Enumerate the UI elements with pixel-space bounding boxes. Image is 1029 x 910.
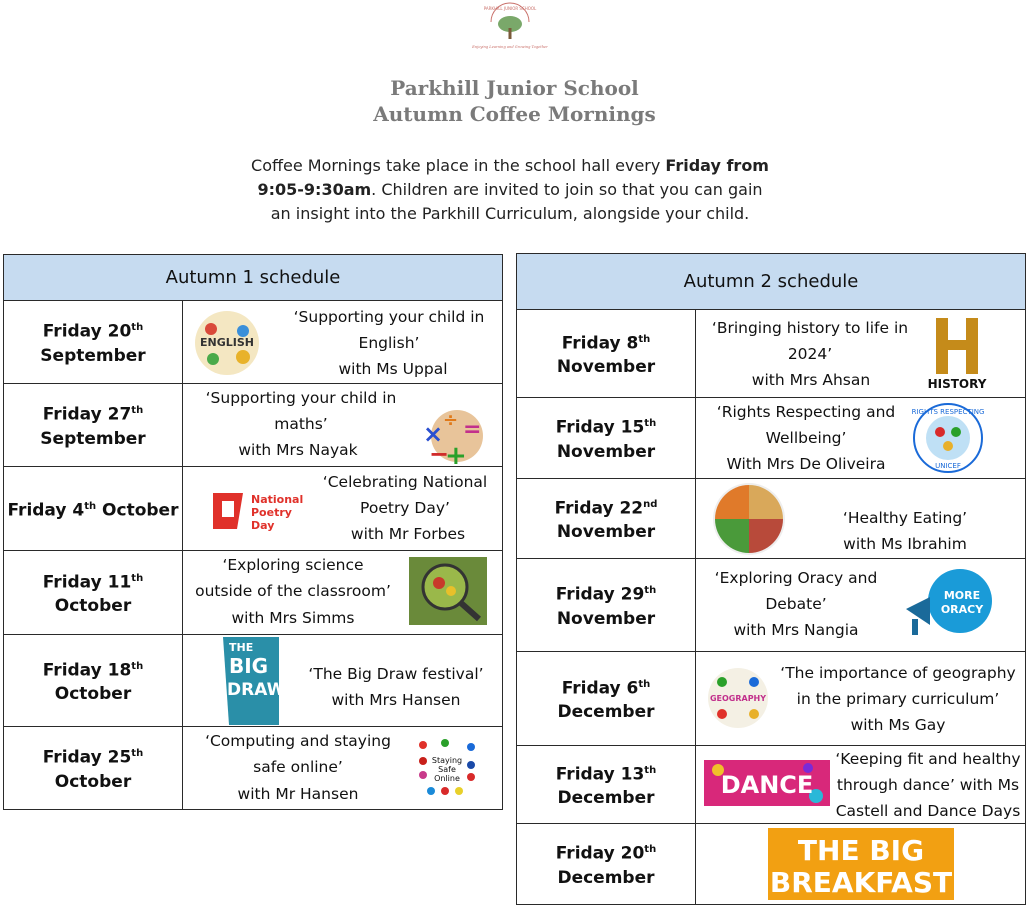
event-host: with Mrs Ahsan	[751, 371, 871, 389]
event-host: with Ms Uppal	[338, 360, 448, 378]
maths-symbols-icon	[413, 406, 493, 471]
event-title: ‘Keeping fit and healthy through dance’ with Ms Castell and Dance Days	[835, 750, 1021, 820]
autumn2-schedule-table	[516, 253, 1026, 905]
table-row	[4, 467, 503, 551]
row-date: Friday 29th November	[517, 559, 696, 652]
page-subtitle: Autumn Coffee Mornings	[373, 102, 656, 126]
svg-text:National: National	[251, 493, 304, 506]
table-row	[4, 301, 503, 384]
event-host: with Mrs Hansen	[331, 691, 461, 709]
event-title: ‘The Big Draw festival’	[308, 665, 484, 683]
row-event	[696, 398, 1026, 479]
row-date: Friday 4th October	[4, 467, 183, 551]
row-event	[696, 310, 1026, 398]
svg-text:BIG: BIG	[229, 654, 269, 678]
event-title: ‘Supporting your child in maths’	[205, 389, 397, 433]
table-row	[4, 727, 503, 810]
event-title: ‘Supporting your child in English’	[293, 308, 485, 352]
svg-text:+: +	[445, 441, 467, 471]
event-host: with Mrs Nangia	[733, 621, 859, 639]
intro-text-1: Coffee Mornings take place in the school hall every	[251, 156, 666, 175]
event-host: with Ms Ibrahim	[843, 535, 967, 553]
row-date: Friday 18th October	[4, 635, 183, 727]
english-icon	[193, 309, 261, 377]
history-logo	[922, 316, 992, 392]
event-host: with Mr Forbes	[350, 525, 466, 543]
row-event	[696, 479, 1026, 559]
row-event	[183, 635, 503, 727]
svg-text:÷: ÷	[443, 410, 459, 431]
table-row	[517, 398, 1026, 479]
row-event	[183, 551, 503, 635]
table-row	[517, 310, 1026, 398]
row-event	[183, 384, 503, 471]
table-row	[517, 824, 1026, 905]
event-title: ‘Rights Respecting and Wellbeing’	[716, 403, 896, 447]
row-event	[696, 559, 1026, 652]
school-name: Parkhill Junior School	[390, 76, 639, 100]
more-oracy-megaphone-icon	[902, 567, 996, 643]
row-date: Friday 22nd November	[517, 479, 696, 559]
table-row	[517, 479, 1026, 559]
row-date: Friday 20th September	[4, 301, 183, 384]
intro-paragraph	[245, 154, 775, 226]
intro-bold-text: Friday from 9:05-9:30am	[257, 156, 769, 199]
event-host: with Ms Gay	[850, 716, 946, 734]
big-draw-logo	[223, 637, 286, 725]
event-host: With Mrs De Oliveira	[726, 455, 886, 473]
svg-text:Day: Day	[251, 519, 275, 532]
autumn1-schedule-table	[3, 254, 503, 810]
table-row	[517, 746, 1026, 824]
science-magnifier-icon	[409, 557, 487, 625]
event-title: ‘Exploring Oracy and Debate’	[714, 569, 878, 613]
event-title: ‘Exploring science outside of the classroom’	[195, 556, 391, 600]
event-host: with Mrs Simms	[231, 609, 355, 627]
row-event	[696, 652, 1026, 746]
row-date: Friday 15th November	[517, 398, 696, 479]
row-date: Friday 27th September	[4, 384, 183, 467]
event-title: ‘Bringing history to life in 2024’	[711, 319, 909, 363]
svg-text:MORE: MORE	[943, 589, 981, 602]
svg-text:DANCE: DANCE	[720, 771, 814, 799]
dance-banner	[704, 760, 830, 806]
svg-text:RIGHTS RESPECTING: RIGHTS RESPECTING	[911, 408, 985, 416]
geography-icon	[706, 666, 770, 730]
svg-text:=: =	[463, 417, 482, 442]
logo-motto: Enjoying Learning and Growing Together	[472, 45, 548, 49]
big-breakfast-logo	[768, 828, 954, 900]
svg-text:DRAW: DRAW	[227, 680, 286, 700]
svg-text:THE BIG: THE BIG	[797, 834, 925, 867]
row-date: Friday 6th December	[517, 652, 696, 746]
row-event	[696, 824, 1026, 905]
svg-text:×: ×	[423, 420, 444, 448]
intro-text-2: . Children are invited to join so that you can gain an insight into the Parkhill Curriculum, alongside your child.	[270, 180, 763, 223]
svg-text:ENGLISH: ENGLISH	[200, 336, 254, 349]
event-host: with Mr Hansen	[237, 785, 359, 803]
row-date: Friday 8th November	[517, 310, 696, 398]
table-row	[4, 384, 503, 467]
autumn2-heading: Autumn 2 schedule	[517, 254, 1026, 310]
national-poetry-day-logo	[209, 487, 309, 535]
school-logo	[472, 2, 548, 64]
row-event	[183, 301, 503, 384]
row-event	[696, 746, 1026, 824]
svg-text:Poetry: Poetry	[251, 506, 292, 519]
table-row	[517, 559, 1026, 652]
healthy-plate-icon	[706, 481, 792, 557]
event-title: ‘Computing and staying safe online’	[205, 732, 391, 776]
autumn1-heading: Autumn 1 schedule	[4, 255, 503, 301]
svg-text:UNICEF: UNICEF	[935, 462, 961, 470]
event-title: ‘The importance of geography in the primary curriculum’	[780, 664, 1016, 708]
event-title: ‘Celebrating National Poetry Day’	[322, 473, 488, 517]
table-row	[4, 635, 503, 727]
row-event	[183, 467, 503, 551]
row-event	[183, 727, 503, 810]
row-date: Friday 25th October	[4, 727, 183, 810]
event-host: with Mrs Nayak	[238, 441, 358, 459]
event-title: ‘Healthy Eating’	[842, 509, 968, 527]
svg-text:HISTORY: HISTORY	[927, 377, 987, 391]
svg-text:Online: Online	[434, 774, 460, 783]
svg-text:THE: THE	[229, 641, 254, 654]
svg-text:ORACY: ORACY	[940, 603, 984, 616]
svg-text:BREAKFAST: BREAKFAST	[769, 866, 953, 899]
table-row	[517, 652, 1026, 746]
row-date: Friday 13th December	[517, 746, 696, 824]
table-row	[4, 551, 503, 635]
svg-text:GEOGRAPHY: GEOGRAPHY	[709, 694, 767, 703]
staying-safe-online-icon	[415, 737, 481, 801]
svg-text:−: −	[429, 440, 450, 468]
row-date: Friday 11th October	[4, 551, 183, 635]
row-date: Friday 20th December	[517, 824, 696, 905]
svg-text:Safe: Safe	[438, 765, 456, 774]
rights-respecting-school-logo	[912, 402, 984, 474]
svg-text:Staying: Staying	[431, 756, 463, 765]
logo-text: PARKHILL JUNIOR SCHOOL	[483, 6, 537, 11]
